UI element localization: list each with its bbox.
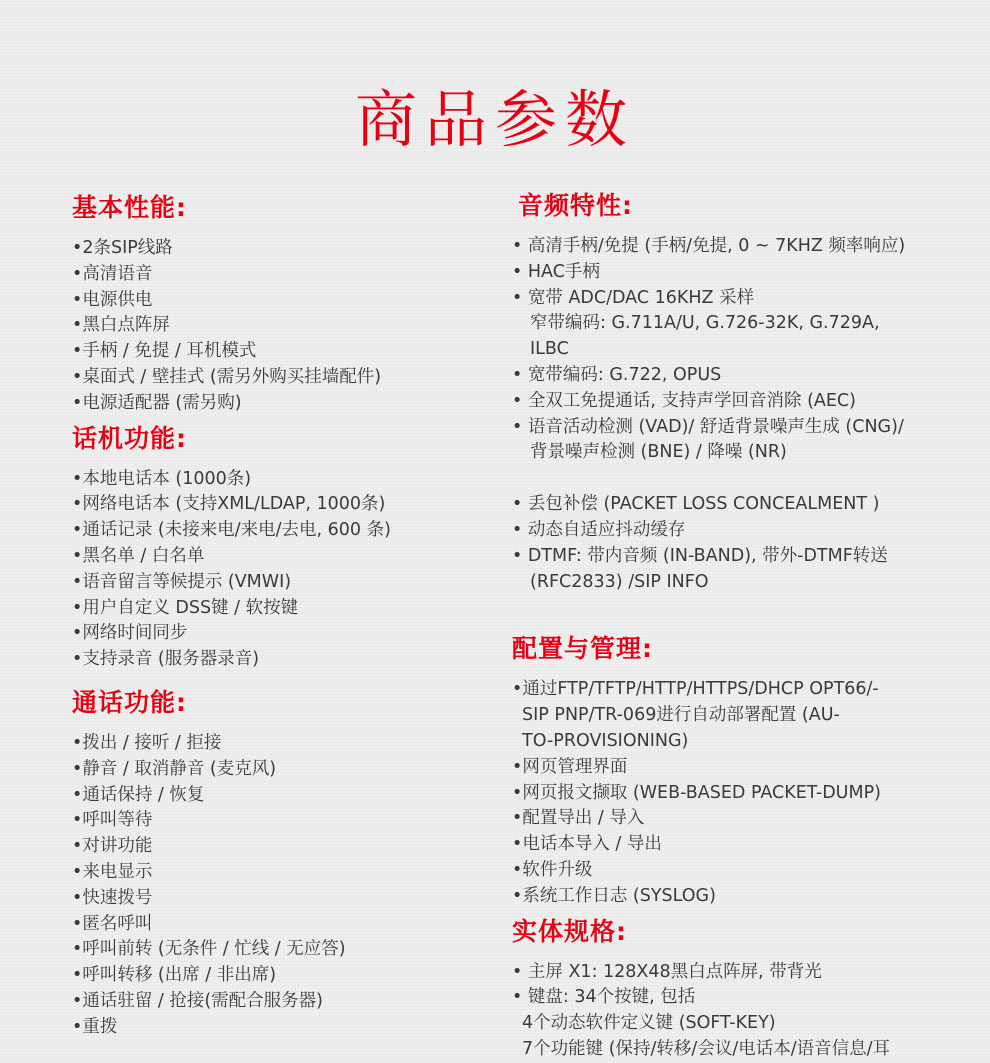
list-item: •呼叫前转 (无条件 / 忙线 / 无应答) [72, 939, 346, 960]
list-item-continuation: 窄带编码: G.711A/U, G.726-32K, G.729A, [530, 313, 880, 334]
section-heading-config-management: 配置与管理: [512, 634, 653, 664]
list-item: •语音留言等候提示 (VMWI) [72, 571, 292, 592]
list-item: •匿名呼叫 [72, 913, 153, 934]
page-title: 商品参数 [354, 83, 635, 156]
list-item: •通话驻留 / 抢接(需配合服务器) [72, 990, 323, 1011]
section-basic-performance [72, 192, 492, 417]
list-item: • DTMF: 带内音频 (IN-BAND), 带外-DTMF转送 [512, 545, 888, 566]
right-column [512, 190, 982, 1063]
list-item: •电话本导入 / 导出 [512, 834, 662, 855]
list-item: •通话记录 (未接来电/来电/去电, 600 条) [72, 520, 391, 541]
list-item-continuation: (RFC2833) /SIP INFO [530, 571, 709, 592]
list-item: •桌面式 / 壁挂式 (需另外购买挂墙配件) [72, 366, 382, 387]
list-item: •呼叫转移 (出席 / 非出席) [72, 965, 277, 986]
list-item: •网页报文撷取 (WEB-BASED PACKET-DUMP) [512, 782, 881, 803]
list-item: •静音 / 取消静音 (麦克风) [72, 758, 277, 779]
list-item: •呼叫等待 [72, 810, 153, 831]
list-item: •配置导出 / 导入 [512, 808, 645, 829]
list-item: •系统工作日志 (SYSLOG) [512, 885, 716, 906]
left-column [72, 192, 492, 1047]
list-item: •来电显示 [72, 861, 153, 882]
list-item: • 主屏 X1: 128X48黑白点阵屏, 带背光 [512, 961, 822, 982]
section-heading-phone-features: 话机功能: [72, 423, 187, 453]
list-item: •软件升级 [512, 859, 593, 880]
section-heading-hardware-specs: 实体规格: [512, 916, 627, 946]
list-item: •对讲功能 [72, 836, 153, 857]
list-item-continuation: SIP PNP/TR-069进行自动部署配置 (AU- [522, 705, 840, 726]
list-item: • 动态自适应抖动缓存 [512, 519, 686, 540]
list-item: •通过FTP/TFTP/HTTP/HTTPS/DHCP OPT66/- [512, 679, 879, 700]
list-item: • 键盘: 34个按键, 包括 [512, 987, 696, 1008]
section-hardware-specs [512, 916, 982, 1063]
section-audio-features [512, 190, 982, 595]
list-item: •电源供电 [72, 289, 153, 310]
phone-features-list [72, 467, 492, 673]
list-item: •快速拨号 [72, 887, 153, 908]
list-item-continuation: TO-PROVISIONING) [522, 730, 689, 751]
list-item: •支持录音 (服务器录音) [72, 649, 260, 670]
section-heading-basic-performance: 基本性能: [72, 193, 187, 222]
list-item: • 高清手柄/免提 (手柄/免提, 0 ~ 7KHZ 频率响应) [512, 236, 906, 256]
list-item: •黑名单 / 白名单 [72, 545, 205, 566]
list-item: • 宽带编码: G.722, OPUS [512, 364, 722, 385]
list-item: • 全双工免提通话, 支持声学回音消除 (AEC) [512, 390, 856, 411]
list-item: •手柄 / 免提 / 耳机模式 [72, 341, 257, 362]
list-item-continuation: 4个动态软件定义键 (SOFT-KEY) [522, 1013, 776, 1034]
list-item-continuation: ILBC [530, 339, 569, 360]
list-item: •网络电话本 (支持XML/LDAP, 1000条) [72, 494, 386, 515]
basic-performance-list [72, 236, 492, 417]
list-item: •黑白点阵屏 [72, 315, 170, 336]
list-item: • HAC手柄 [512, 261, 600, 282]
list-item: •通话保持 / 恢复 [72, 784, 205, 805]
list-item: •网页管理界面 [512, 756, 628, 777]
list-item: •2条SIP线路 [72, 238, 173, 258]
list-item: •本地电话本 (1000条) [72, 468, 252, 489]
hardware-specs-list [512, 960, 982, 1063]
section-phone-features [72, 423, 492, 673]
list-item: •重拨 [72, 1016, 118, 1037]
list-item: • 宽带 ADC/DAC 16KHZ 采样 [512, 287, 755, 308]
audio-features-list [512, 234, 982, 595]
list-item: •用户自定义 DSS键 / 软按键 [72, 597, 299, 618]
list-item: •网络时间同步 [72, 623, 188, 644]
section-heading-audio-features: 音频特性: [518, 191, 633, 220]
list-item: •电源适配器 (需另购) [72, 392, 242, 413]
spacer [512, 466, 982, 492]
list-item: •高清语音 [72, 263, 153, 284]
list-item: • 语音活动检测 (VAD)/ 舒适背景噪声生成 (CNG)/ [512, 416, 904, 437]
call-features-list [72, 731, 492, 1041]
section-heading-call-features: 通话功能: [72, 687, 187, 717]
list-item: • 丢包补偿 (PACKET LOSS CONCEALMENT ) [512, 494, 880, 515]
list-item-continuation: 7个功能键 (保持/转移/会议/电话本/语音信息/耳 [522, 1038, 891, 1059]
list-item: •拨出 / 接听 / 拒接 [72, 732, 222, 753]
section-config-management [512, 633, 982, 909]
section-call-features [72, 687, 492, 1041]
list-item-continuation: 背景噪声检测 (BNE) / 降噪 (NR) [530, 442, 787, 463]
config-management-list [512, 677, 982, 909]
